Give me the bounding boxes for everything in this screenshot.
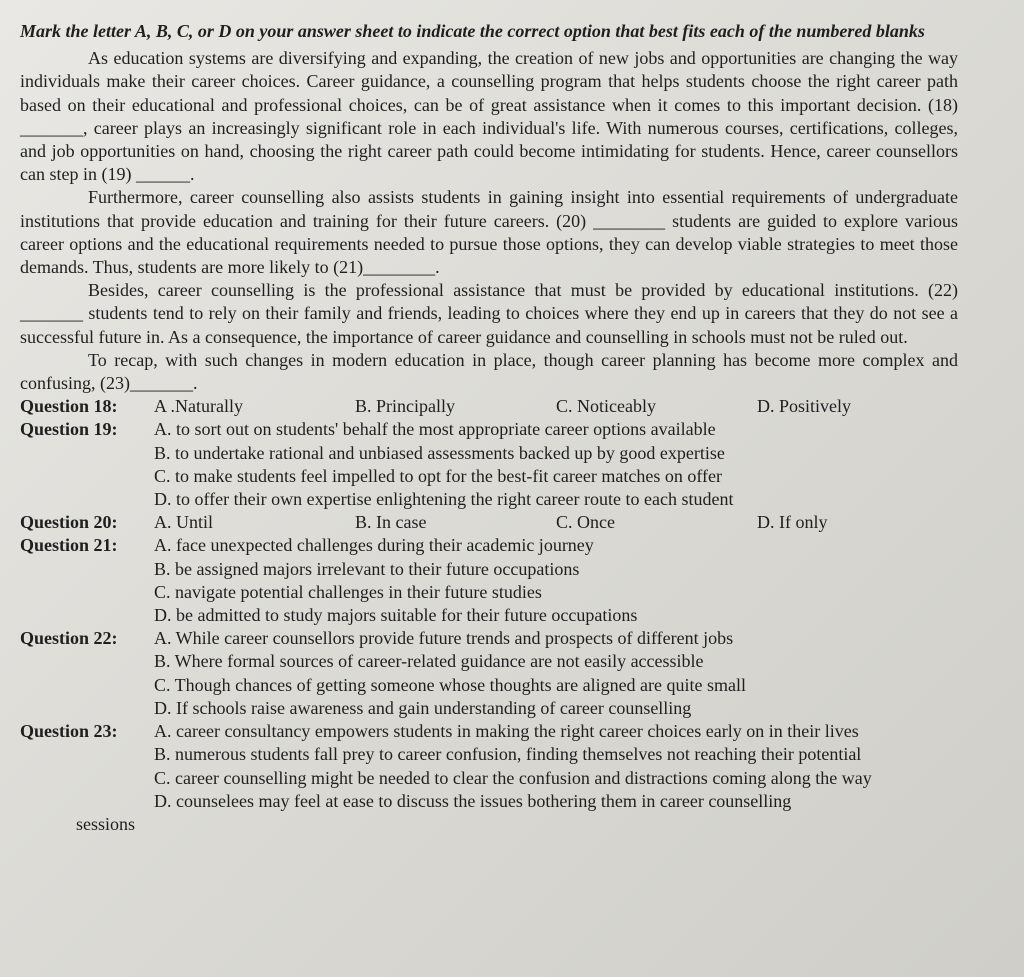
option-b[interactable]: B. be assigned majors irrelevant to their future occupations — [154, 558, 580, 579]
option-d[interactable]: D. If schools raise awareness and gain understanding of career counselling — [154, 697, 692, 718]
question-19 — [20, 418, 958, 511]
option-group — [154, 534, 958, 627]
option-b[interactable]: B. Where formal sources of career-related guidance are not easily accessible — [154, 651, 704, 672]
question-label: Question 23: — [20, 721, 118, 742]
passage-paragraph-1: As education systems are diversifying and expanding, the creation of new jobs and opportunities are changing the way individuals make their career choices. Career guidance, a counselling program that helps students choose the right career path based on their educational and professional choices, can be of great assistance when it comes to this important decision. (18) _______, career plays an increasingly significant role in each individual's life. With numerous courses, certifications, colleges, and job opportunities on hand, choosing the right career path could become intimidating for students. Hence, career counsellors can step in (19) ______. — [20, 48, 958, 185]
option-a[interactable]: A .Naturally — [154, 396, 243, 417]
option-c[interactable]: C. career counselling might be needed to clear the confusion and distractions coming along the way — [154, 767, 872, 788]
option-d[interactable]: D. to offer their own expertise enlightening the right career route to each student — [154, 489, 734, 510]
instruction-text: Mark the letter A, B, C, or D on your answer sheet to indicate the correct option that best fits each of the numbered blanks — [20, 21, 925, 41]
option-d[interactable]: D. Positively — [757, 396, 852, 417]
option-b[interactable]: B. Principally — [355, 396, 455, 417]
option-group — [154, 511, 958, 534]
passage-paragraph-4: To recap, with such changes in modern education in place, though career planning has become more complex and confusing, (23)_______. — [20, 349, 958, 394]
option-c[interactable]: C. Noticeably — [556, 396, 656, 417]
option-a[interactable]: A. While career counsellors provide future trends and prospects of different jobs — [154, 628, 734, 649]
question-label: Question 19: — [20, 419, 118, 440]
option-a[interactable]: A. career consultancy empowers students in making the right career choices early on in their lives — [154, 721, 859, 742]
option-c[interactable]: C. to make students feel impelled to opt for the best-fit career matches on offer — [154, 465, 722, 486]
option-b[interactable]: B. numerous students fall prey to career confusion, finding themselves not reaching their potential — [154, 744, 862, 765]
reading-passage — [20, 47, 958, 395]
option-c[interactable]: C. Though chances of getting someone whose thoughts are aligned are quite small — [154, 674, 747, 695]
question-label: Question 22: — [20, 628, 118, 649]
option-group — [154, 395, 958, 418]
question-21 — [20, 534, 958, 627]
option-group — [154, 418, 958, 511]
question-label: Question 18: — [20, 396, 118, 417]
option-a[interactable]: A. to sort out on students' behalf the most appropriate career options available — [154, 419, 716, 440]
option-group — [154, 720, 958, 813]
option-a[interactable]: A. face unexpected challenges during their academic journey — [154, 535, 594, 556]
option-group — [154, 627, 958, 720]
option-d-trailing-text: sessions — [76, 813, 136, 834]
question-23 — [20, 720, 958, 813]
question-22 — [20, 627, 958, 720]
question-list — [20, 395, 958, 836]
option-d[interactable]: D. be admitted to study majors suitable for their future occupations — [154, 605, 638, 626]
option-c[interactable]: C. navigate potential challenges in their future studies — [154, 581, 542, 602]
option-b[interactable]: B. to undertake rational and unbiased assessments backed up by good expertise — [154, 442, 725, 463]
passage-paragraph-2: Furthermore, career counselling also assists students in gaining insight into essential requirements of undergraduate institutions that provide education and training for their future careers. (20) ________ students are guided to explore various career options and the educational requirements needed to pursue those options, they can develop viable strategies to meet those demands. Thus, students are more likely to (21)________. — [20, 187, 958, 278]
question-20 — [20, 511, 958, 534]
option-c[interactable]: C. Once — [556, 512, 615, 533]
passage-paragraph-3: Besides, career counselling is the professional assistance that must be provided by educational institutions. (22) _______ students tend to rely on their family and friends, leading to choices where they end up in careers that they do not see a successful future in. As a consequence, the importance of career guidance and counselling in schools must not be ruled out. — [20, 280, 958, 347]
option-b[interactable]: B. In case — [355, 512, 427, 533]
question-label: Question 21: — [20, 535, 118, 556]
question-18 — [20, 395, 958, 418]
option-d[interactable]: D. counselees may feel at ease to discuss the issues bothering them in career counselling — [154, 790, 792, 811]
option-a[interactable]: A. Until — [154, 512, 214, 533]
question-label: Question 20: — [20, 512, 118, 533]
option-d[interactable]: D. If only — [757, 512, 828, 533]
